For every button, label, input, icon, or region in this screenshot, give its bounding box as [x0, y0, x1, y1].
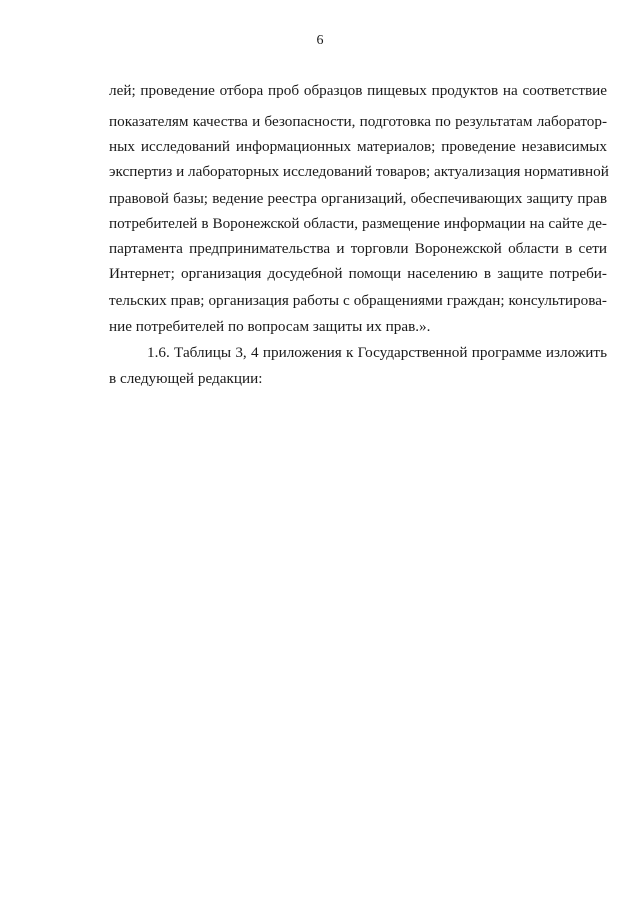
text-line: потребителей в Воронежской области, размещение информации на сайте де- — [109, 215, 607, 232]
text-line: в следующей редакции: — [109, 370, 263, 387]
text-line: 1.6. Таблицы 3, 4 приложения к Государственной программе изложить — [147, 344, 607, 361]
page-number: 6 — [316, 33, 324, 48]
text-line: тельских прав; организация работы с обращениями граждан; консультирова- — [109, 292, 607, 309]
text-line: правовой базы; ведение реестра организаций, обеспечивающих защиту прав — [109, 190, 607, 207]
text-line: ных исследований информационных материалов; проведение независимых — [109, 138, 607, 155]
text-line: Интернет; организация досудебной помощи населению в защите потреби- — [109, 265, 607, 282]
text-line: ние потребителей по вопросам защиты их прав.». — [109, 318, 431, 335]
text-line: лей; проведение отбора проб образцов пищевых продуктов на соответствие — [109, 82, 607, 99]
text-line: экспертиз и лабораторных исследований товаров; актуализация нормативной — [109, 163, 609, 180]
text-line: партамента предпринимательства и торговли Воронежской области в сети — [109, 240, 607, 257]
text-line: показателям качества и безопасности, подготовка по результатам лаборатор- — [109, 113, 607, 130]
